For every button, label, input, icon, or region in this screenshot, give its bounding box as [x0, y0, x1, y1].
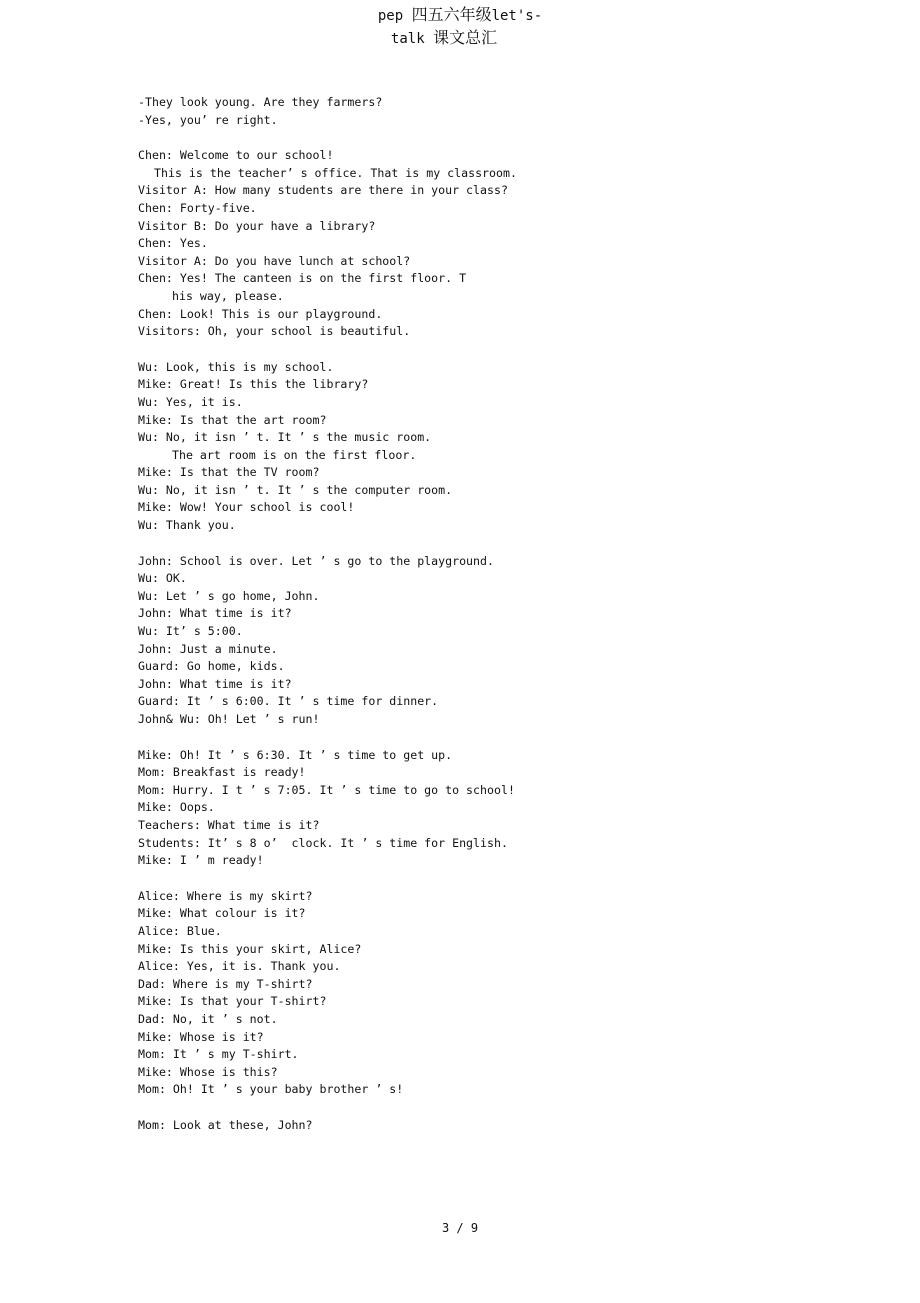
dialogue-line: Chen: Yes! The canteen is on the first floor. T: [138, 271, 467, 286]
dialogue-line: Teachers: What time is it?: [138, 817, 320, 832]
dialogue-line: Mike: I ’ m ready!: [138, 853, 264, 868]
page-header: [0, 4, 920, 50]
dialogue-line: Mike: Oh! It ’ s 6:30. It ’ s time to get up.: [138, 747, 453, 762]
dialogue-block: [138, 888, 838, 1099]
dialogue-line: Chen: Look! This is our playground.: [138, 306, 383, 321]
dialogue-line: Mike: Whose is it?: [138, 1029, 264, 1044]
dialogue-line: John: What time is it?: [138, 676, 292, 691]
dialogue-line: Mike: Wow! Your school is cool!: [138, 500, 355, 515]
dialogue-line: Mom: Hurry. I t ’ s 7:05. It ’ s time to go to school!: [138, 782, 515, 797]
dialogue-line: Mom: Breakfast is ready!: [138, 765, 306, 780]
page-number: 3 / 9: [441, 1221, 479, 1235]
dialogue-line: Visitor A: Do you have lunch at school?: [138, 253, 411, 268]
dialogue-line: Wu: Look, this is my school.: [138, 359, 334, 374]
dialogue-line: John: Just a minute.: [138, 641, 278, 656]
dialogue-line: Mike: Is that your T-shirt?: [138, 994, 327, 1009]
header-title-prefix: pep: [377, 8, 412, 24]
dialogue-line: Mike: Is this your skirt, Alice?: [138, 941, 362, 956]
dialogue-line: Mom: It ’ s my T-shirt.: [138, 1047, 299, 1062]
dialogue-line: Alice: Where is my skirt?: [138, 888, 313, 903]
dialogue-line: Guard: It ’ s 6:00. It ’ s time for dinner.: [138, 694, 439, 709]
dialogue-line: John: What time is it?: [138, 606, 292, 621]
dialogue-line: The art room is on the first floor.: [172, 447, 417, 462]
dialogue-line: his way, please.: [172, 288, 284, 303]
dialogue-line: Visitors: Oh, your school is beautiful.: [138, 324, 411, 339]
dialogue-line: Visitor A: How many students are there in your class?: [138, 183, 508, 198]
dialogue-block: [138, 147, 838, 341]
dialogue-line: Wu: It’ s 5:00.: [138, 624, 243, 639]
dialogue-line: -Yes, you’ re right.: [138, 112, 278, 127]
dialogue-line: Alice: Yes, it is. Thank you.: [138, 959, 341, 974]
dialogue-line: Mom: Look at these, John?: [138, 1117, 313, 1132]
header-title-suffix: let's-: [491, 8, 543, 24]
dialogue-line: -They look young. Are they farmers?: [138, 95, 383, 109]
page-footer: [0, 1220, 920, 1236]
dialogue-line: Wu: No, it isn ’ t. It ’ s the computer room.: [138, 482, 453, 497]
dialogue-line: Wu: Yes, it is.: [138, 394, 243, 409]
dialogue-block: [138, 1117, 838, 1135]
dialogue-line: This is the teacher’ s office. That is my classroom.: [154, 165, 517, 180]
header-title-cjk-1: 四五六年级: [411, 5, 492, 24]
dialogue-line: Dad: Where is my T-shirt?: [138, 976, 313, 991]
dialogue-block: [138, 553, 838, 729]
dialogue-line: Alice: Blue.: [138, 923, 222, 938]
header-title-line-2: [0, 27, 920, 50]
dialogue-line: Wu: No, it isn ’ t. It ’ s the music room.: [138, 430, 432, 445]
dialogue-line: Guard: Go home, kids.: [138, 659, 285, 674]
dialogue-block: [138, 747, 838, 870]
dialogue-line: Mike: Great! Is this the library?: [138, 377, 369, 392]
dialogue-line: Mike: Is that the art room?: [138, 412, 327, 427]
dialogue-line: Mike: Is that the TV room?: [138, 465, 320, 480]
header-title-line2-prefix: talk: [390, 31, 434, 47]
dialogue-line: Visitor B: Do your have a library?: [138, 218, 376, 233]
dialogue-line: Dad: No, it ’ s not.: [138, 1011, 278, 1026]
dialogue-block: [138, 94, 838, 129]
dialogue-line: Wu: Thank you.: [138, 518, 236, 533]
header-title-cjk-2: 课文总汇: [433, 28, 498, 47]
dialogue-line: Chen: Yes.: [138, 236, 208, 251]
dialogue-line: Wu: OK.: [138, 571, 187, 586]
dialogue-line: John: School is over. Let ’ s go to the playground.: [138, 553, 494, 568]
dialogue-line: John& Wu: Oh! Let ’ s run!: [138, 712, 320, 726]
dialogue-line: Mom: Oh! It ’ s your baby brother ’ s!: [138, 1082, 404, 1097]
dialogue-block: [138, 359, 838, 535]
dialogue-line: Chen: Forty-five.: [138, 200, 257, 215]
document-body: [138, 94, 838, 1152]
header-title-line-1: [0, 4, 920, 27]
dialogue-line: Mike: Oops.: [138, 800, 215, 815]
dialogue-line: Chen: Welcome to our school!: [138, 148, 334, 163]
dialogue-line: Mike: Whose is this?: [138, 1064, 278, 1079]
dialogue-line: Mike: What colour is it?: [138, 906, 306, 921]
dialogue-line: Students: It’ s 8 o’ clock. It ’ s time for English.: [138, 835, 508, 850]
dialogue-line: Wu: Let ’ s go home, John.: [138, 588, 320, 603]
